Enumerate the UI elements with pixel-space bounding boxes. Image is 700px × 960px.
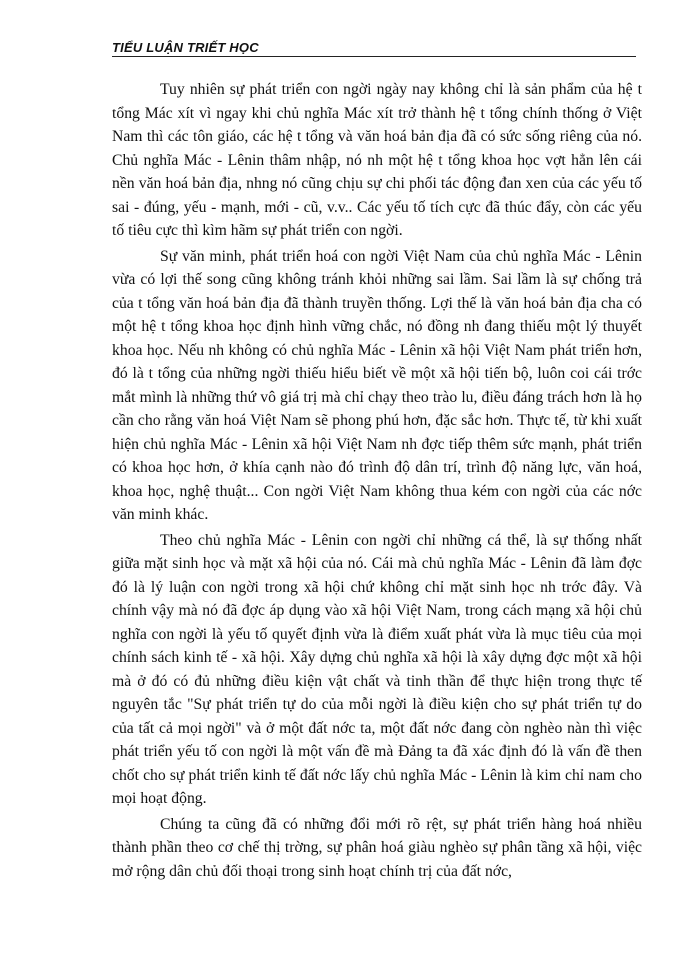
page-header [112,40,636,57]
paragraph: Sự văn minh, phát triển hoá con ngời Việt Nam của chủ nghĩa Mác - Lênin vừa có lợi thế song cũng không tránh khỏi những sai lầm. Sai lầm là sự chống trả của t tổng văn hoá bản địa đã thành truyền thống. Lợi thế là văn hoá bản địa cha có một hệ t tổng khoa học định hình vững chắc, nó đồng nh đang thiếu một lý thuyết khoa học. Nếu nh không có chủ nghĩa Mác - Lênin xã hội Việt Nam phát triển hơn, đó là t tổng của những ngời thiếu hiểu biết về một xã hội tiến bộ, luôn coi cái trớc mắt mình là những thứ vô giá trị mà chỉ chạy theo trào lu, điều đáng trách hơn là họ cần cho rằng văn hoá Việt Nam sẽ phong phú hơn, đặc sắc hơn. Thực tế, từ khi xuất hiện chủ nghĩa Mác - Lênin xã hội Việt Nam nh đợc tiếp thêm sức mạnh, phát triển có khoa học hơn, ở khía cạnh nào đó trình độ dân trí, trình độ năng lực, văn hoá, khoa học, nghệ thuật... Con ngời Việt Nam không thua kém con ngời của các nớc văn minh khác. [112,247,642,523]
paragraph: Chúng ta cũng đã có những đổi mới rõ rệt, sự phát triển hàng hoá nhiều thành phần theo cơ chế thị trờng, sự phân hoá giàu nghèo sự phân tầng xã hội, việc mở rộng dân chủ đối thoại trong sinh hoạt chính trị của đất nớc, [112,815,642,880]
document-body [112,78,642,883]
paragraph: Theo chủ nghĩa Mác - Lênin con ngời chỉ những cá thể, là sự thống nhất giữa mặt sinh học và mặt xã hội của nó. Cái mà chủ nghĩa Mác - Lênin đã làm đợc đó là lý luận con ngời trong xã hội chứ không chỉ mặt sinh học nh trớc đây. Và chính vậy mà nó đã đợc áp dụng vào xã hội Việt Nam, trong cách mạng xã hội chủ nghĩa con ngời là yếu tố quyết định vừa là điểm xuất phát vừa là mục tiêu của mọi chính sách kinh tế - xã hội. Xây dựng chủ nghĩa xã hội là xây dựng đợc một xã hội mà ở đó có đủ những điều kiện vật chất và tinh thần để thực hiện trong thực tế nguyên tắc "Sự phát triển tự do của mỗi ngời là điều kiện cho sự phát triển tự do của tất cả mọi ngời" và ở một đất nớc ta, một đất nớc đang còn nghèo nàn thì việc phát triển yếu tố con ngời là một vấn đề mà Đảng ta đã xác định đó là vấn đề then chốt cho sự phát triển kinh tế đất nớc lấy chủ nghĩa Mác - Lênin là kim chỉ nam cho mọi hoạt động. [112,531,642,807]
paragraph: Tuy nhiên sự phát triển con ngời ngày nay không chỉ là sản phẩm của hệ t tổng Mác xít vì ngay khi chủ nghĩa Mác xít trở thành hệ t tổng chính thống ở Việt Nam thì các tôn giáo, các hệ t tổng và văn hoá bản địa đã có sức sống riêng của nó. Chủ nghĩa Mác - Lênin thâm nhập, nó nh một hệ t tổng khoa học vợt hẳn lên cái nền văn hoá bản địa, nhng nó cũng chịu sự chi phối tác động đan xen của các yếu tố sai - đúng, yếu - mạnh, mới - cũ, v.v.. Các yếu tố tích cực đã thúc đẩy, còn các yếu tố tiêu cực thì kìm hãm sự phát triển con ngời. [112,81,642,239]
header-title: TIỂU LUẬN TRIẾT HỌC [112,40,259,55]
